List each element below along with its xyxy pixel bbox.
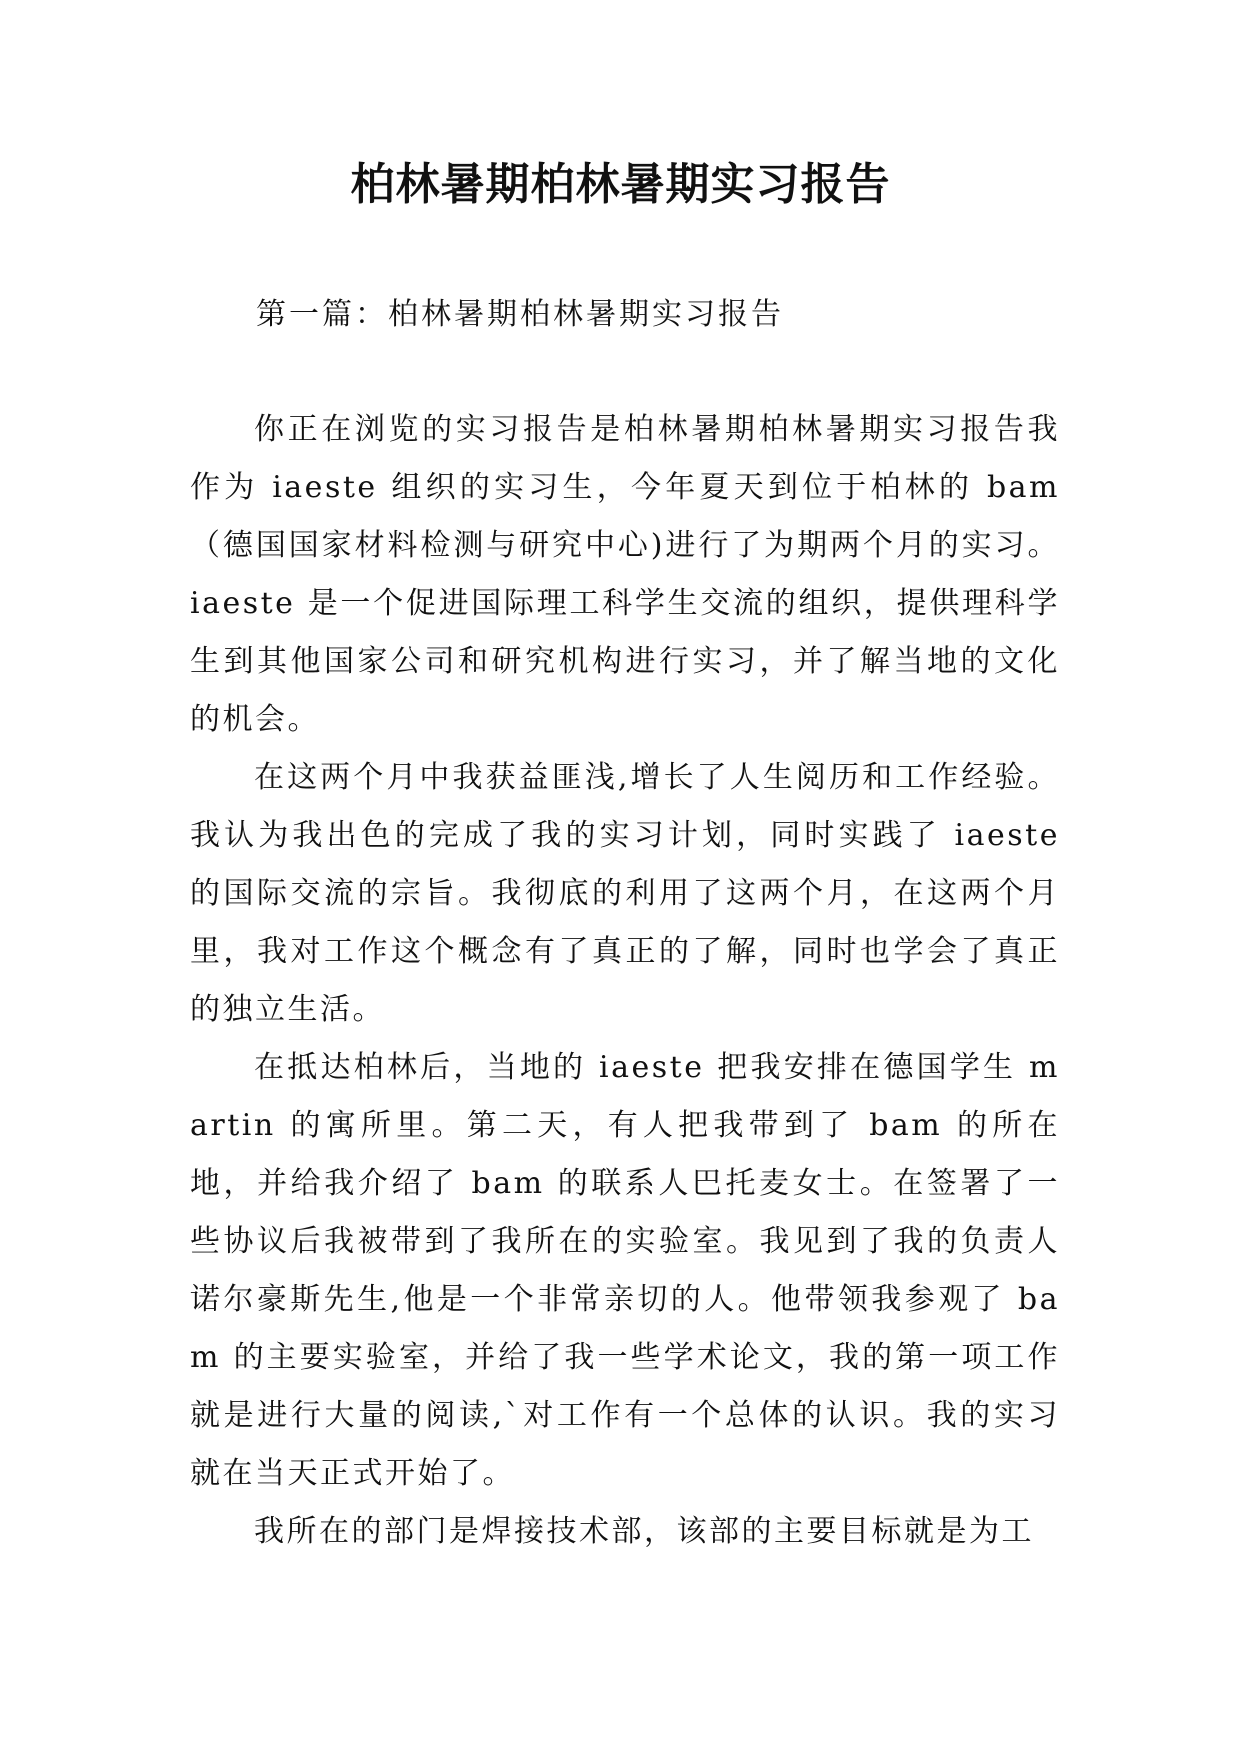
body-paragraph: 在抵达柏林后，当地的 iaeste 把我安排在德国学生 martin 的寓所里。第二天，有人把我带到了 bam 的所在地，并给我介绍了 bam 的联系人巴托麦女士。在签署了一些协议后我被带到了我所在的实验室。我见到了我的负责人诺尔豪斯先生,他是一个非常亲切的人。他带领我参观了 bam 的主要实验室，并给了我一些学术论文，我的第一项工作就是进行大量的阅读,`对工作有一个总体的认识。我的实习就在当天正式开始了。	[190, 1050, 1060, 1491]
document-body	[190, 401, 1060, 1561]
body-paragraph: 我所在的部门是焊接技术部，该部的主要目标就是为工	[254, 1514, 1034, 1549]
section-heading: 第一篇：柏林暑期柏林暑期实习报告	[256, 297, 784, 332]
document-title: 柏林暑期柏林暑期实习报告	[350, 159, 891, 210]
body-paragraph: 你正在浏览的实习报告是柏林暑期柏林暑期实习报告我作为 iaeste 组织的实习生，今年夏天到位于柏林的 bam（德国国家材料检测与研究中心)进行了为期两个月的实习。iaeste 是一个促进国际理工科学生交流的组织，提供理科学生到其他国家公司和研究机构进行实习，并了解当地的文化的机会。	[190, 412, 1060, 737]
body-paragraph: 在这两个月中我获益匪浅,增长了人生阅历和工作经验。我认为我出色的完成了我的实习计划，同时实践了 iaeste 的国际交流的宗旨。我彻底的利用了这两个月，在这两个月里，我对工作这个概念有了真正的了解，同时也学会了真正的独立生活。	[190, 760, 1060, 1027]
